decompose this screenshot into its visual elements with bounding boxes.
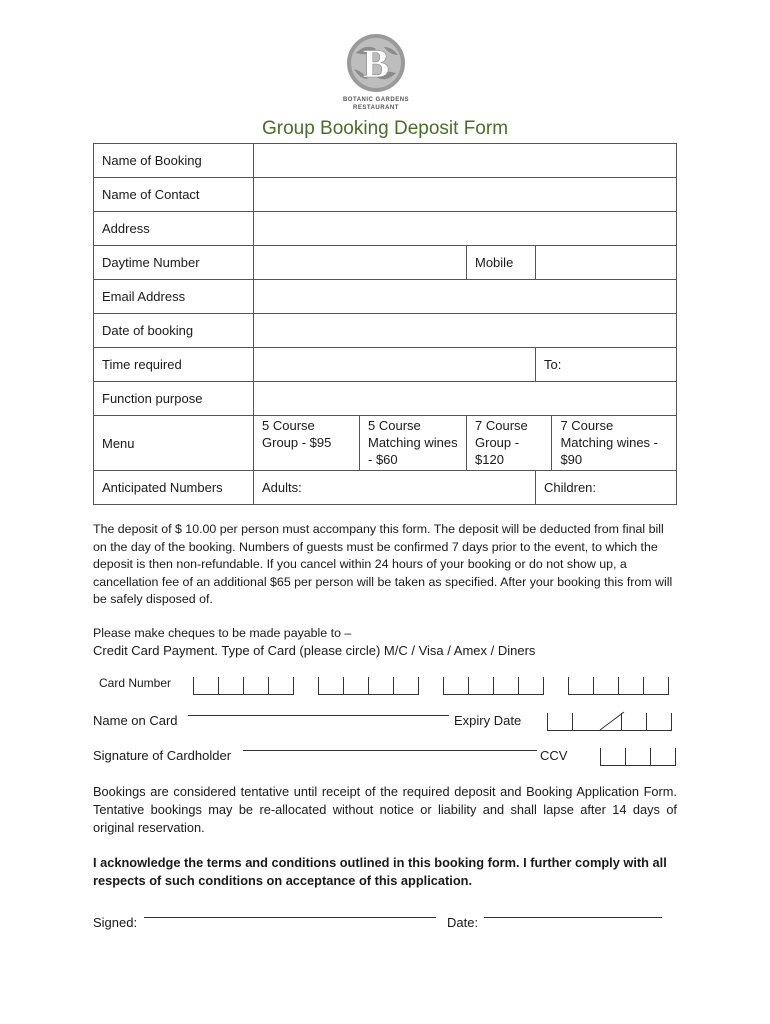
date-line[interactable]: [484, 916, 662, 918]
tentative-paragraph: Bookings are considered tentative until receipt of the required deposit and Booking Application Form. Tentative bookings may be re-allocated without notice or liability and shall lapse after 14 days of original reservation.: [93, 784, 677, 835]
signature-line[interactable]: [243, 749, 537, 751]
signed-label: Signed:: [93, 915, 138, 930]
menu-option[interactable]: 5 Course Group - $95: [254, 416, 360, 471]
daytime-number-label: Daytime Number: [94, 246, 254, 280]
time-required-label: Time required: [94, 348, 254, 382]
address-field[interactable]: [254, 212, 677, 246]
adults-field[interactable]: [254, 471, 536, 505]
name-of-contact-label: Name of Contact: [94, 178, 254, 212]
date-label: Date:: [447, 915, 479, 930]
logo-text: BOTANIC GARDENS RESTAURANT: [342, 97, 410, 111]
menu-option[interactable]: 7 Course Matching wines - $90: [552, 416, 677, 471]
booking-table: [93, 143, 677, 505]
function-purpose-field[interactable]: [254, 382, 677, 416]
mobile-label: Mobile: [467, 246, 536, 280]
form-title: Group Booking Deposit Form: [261, 118, 509, 139]
name-of-contact-field[interactable]: [254, 178, 677, 212]
time-to-field[interactable]: [536, 348, 677, 382]
children-label: Children:: [544, 480, 597, 495]
date-of-booking-field[interactable]: [254, 314, 677, 348]
time-required-field[interactable]: [254, 348, 536, 382]
adults-label: Adults:: [262, 480, 302, 495]
children-field[interactable]: [536, 471, 677, 505]
menu-option[interactable]: 7 Course Group - $120: [467, 416, 552, 471]
menu-label: Menu: [94, 416, 254, 471]
cheques-paragraph: Please make cheques to be made payable to –: [93, 626, 352, 640]
card-number-label: Card Number: [99, 676, 172, 690]
name-of-booking-label: Name of Booking: [94, 144, 254, 178]
ccv-label: CCV: [540, 748, 568, 763]
name-on-card-label: Name on Card: [93, 713, 178, 728]
function-purpose-label: Function purpose: [94, 382, 254, 416]
daytime-number-field[interactable]: [254, 246, 467, 280]
card-number-group-4[interactable]: [568, 677, 669, 694]
ccv-boxes[interactable]: [600, 748, 676, 765]
acknowledge-paragraph: I acknowledge the terms and conditions outlined in this booking form. I further comply with all respects of such conditions on acceptance of this application.: [93, 855, 667, 888]
card-number-group-1[interactable]: [193, 677, 294, 694]
expiry-date-label: Expiry Date: [454, 713, 522, 728]
card-number-group-2[interactable]: [318, 677, 419, 694]
address-label: Address: [94, 212, 254, 246]
email-address-label: Email Address: [94, 280, 254, 314]
card-number-group-3[interactable]: [443, 677, 544, 694]
credit-card-paragraph: Credit Card Payment. Type of Card (please circle) M/C / Visa / Amex / Diners: [93, 643, 536, 658]
date-slash-icon: [598, 711, 626, 731]
anticipated-numbers-label: Anticipated Numbers: [94, 471, 254, 505]
signature-label: Signature of Cardholder: [93, 748, 232, 763]
svg-text:B: B: [362, 41, 390, 86]
name-on-card-line[interactable]: [188, 714, 449, 716]
menu-option[interactable]: 5 Course Matching wines - $60: [360, 416, 467, 471]
deposit-paragraph: The deposit of $ 10.00 per person must accompany this form. The deposit will be deducted from final bill on the day of the booking. Numbers of guests must be confirmed 7 days prior to the event, to which the deposit is then non-refundable. If you cancel within 24 hours of your booking or do not show up, a cancellation fee of an additional $65 per person will be taken as specified. After your booking this from will be safely disposed of.: [93, 522, 673, 606]
email-address-field[interactable]: [254, 280, 677, 314]
date-of-booking-label: Date of booking: [94, 314, 254, 348]
to-label: To:: [544, 357, 562, 372]
signed-line[interactable]: [144, 916, 436, 918]
name-of-booking-field[interactable]: [254, 144, 677, 178]
mobile-field[interactable]: [536, 246, 677, 280]
